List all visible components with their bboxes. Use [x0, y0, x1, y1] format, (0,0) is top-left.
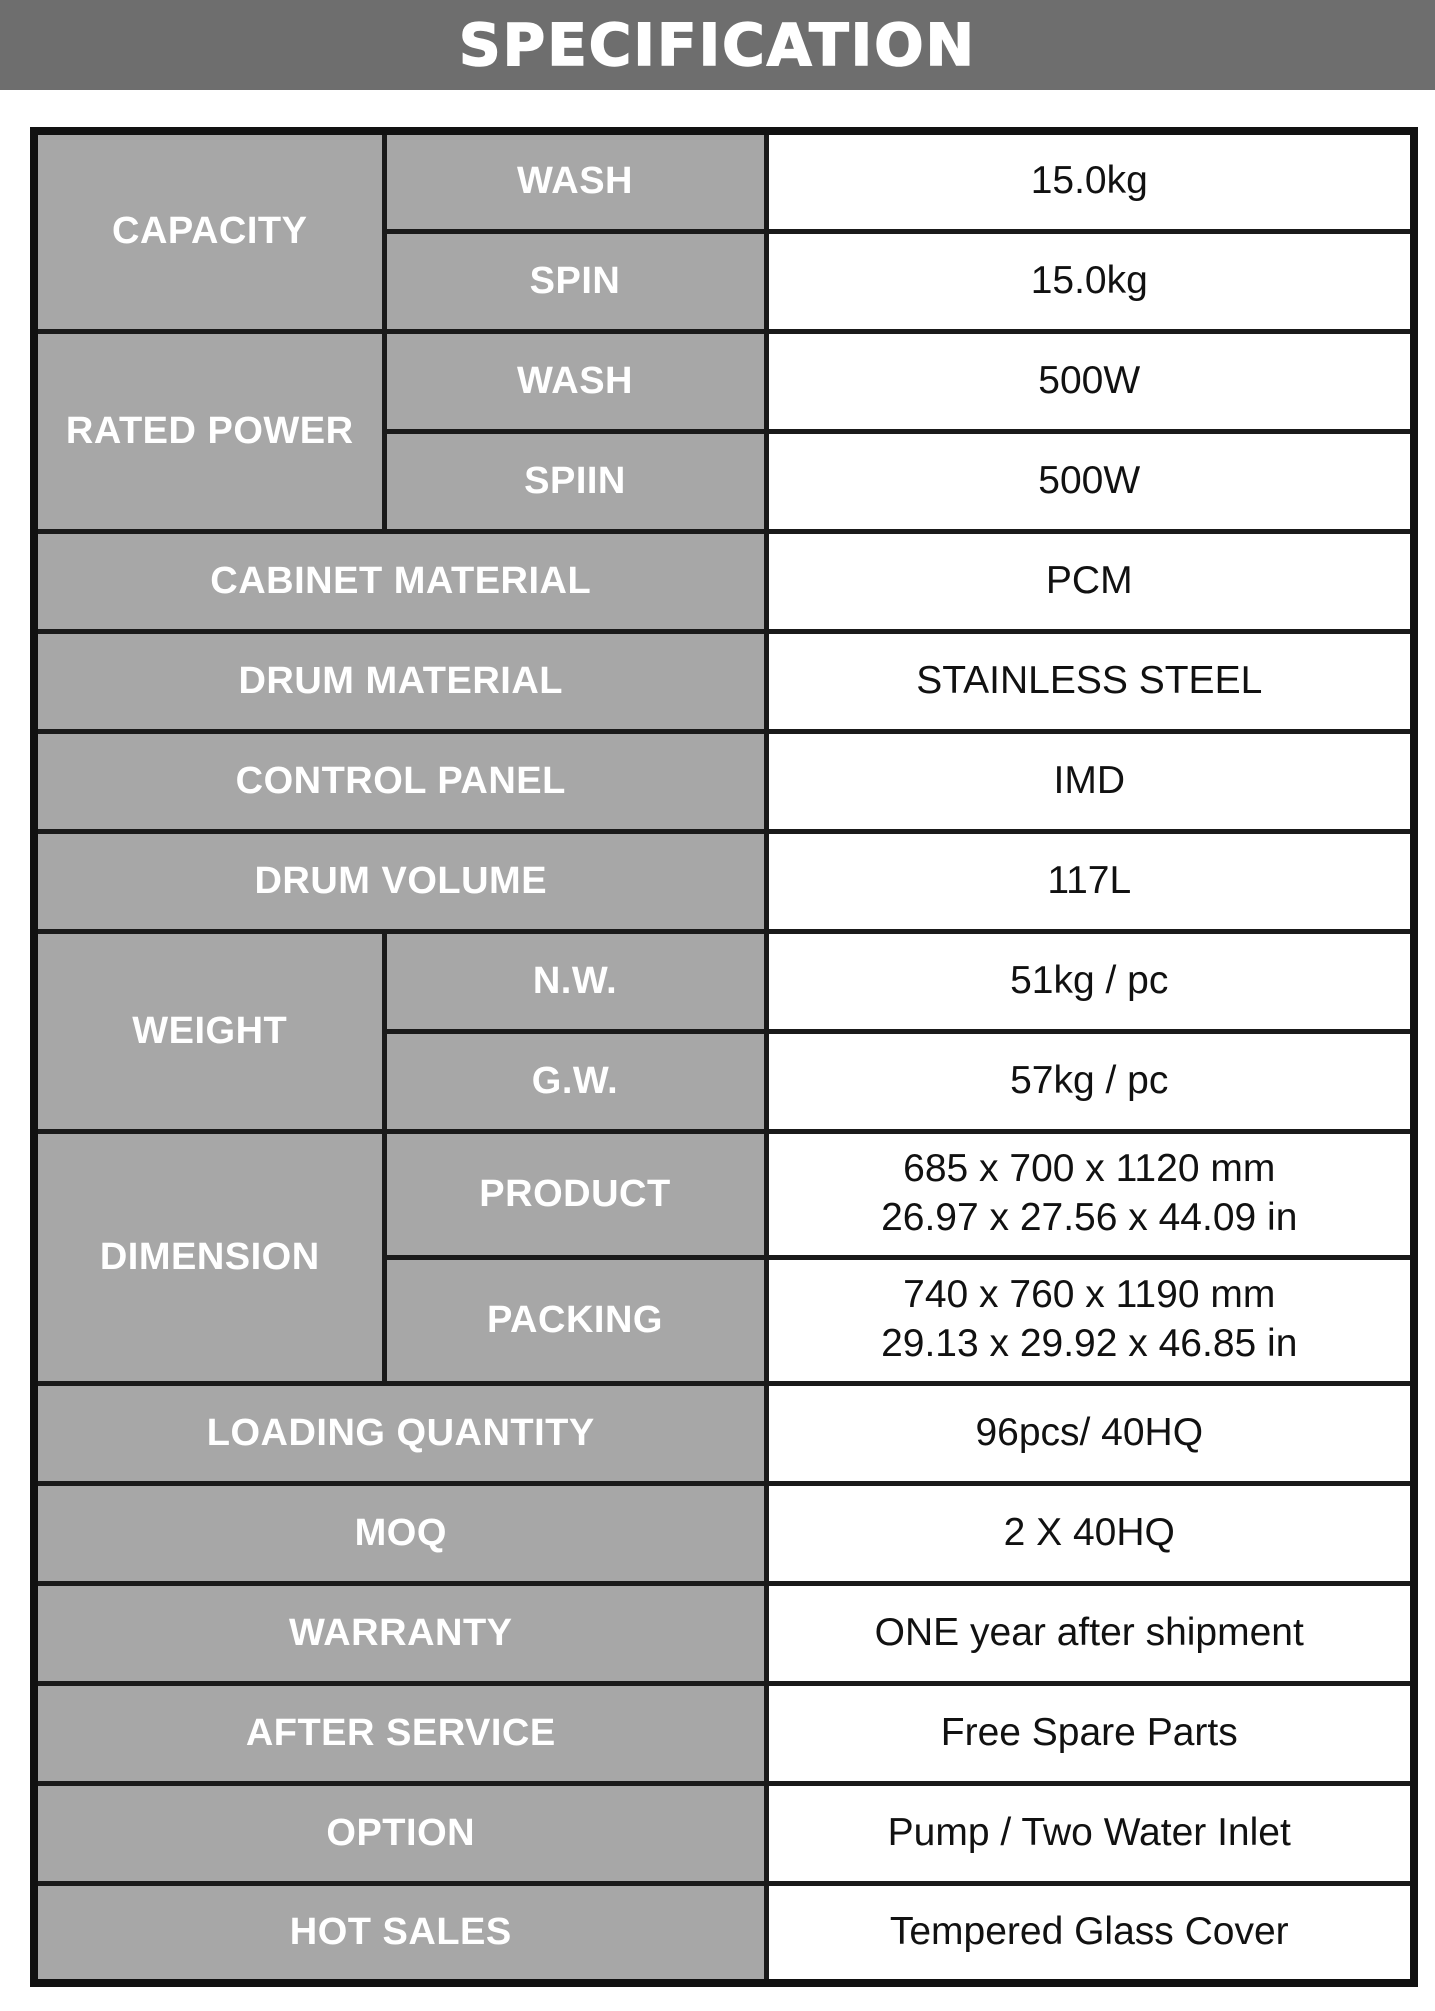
cabinet-material-label: CABINET MATERIAL — [34, 531, 766, 631]
control-panel-value: IMD — [766, 731, 1414, 831]
weight-nw-value: 51kg / pc — [766, 931, 1414, 1031]
table-row — [34, 331, 1414, 431]
after-service-value: Free Spare Parts — [766, 1683, 1414, 1783]
rated-power-wash-value: 500W — [766, 331, 1414, 431]
moq-label: MOQ — [34, 1483, 766, 1583]
header-banner — [0, 0, 1435, 90]
table-row — [34, 931, 1414, 1031]
table-row — [34, 1583, 1414, 1683]
warranty-value: ONE year after shipment — [766, 1583, 1414, 1683]
weight-nw-label: N.W. — [384, 931, 766, 1031]
table-row — [34, 1683, 1414, 1783]
table-row — [34, 1383, 1414, 1483]
loading-quantity-value: 96pcs/ 40HQ — [766, 1383, 1414, 1483]
table-row — [34, 131, 1414, 231]
dimension-packing-in: 29.13 x 29.92 x 46.85 in — [881, 1322, 1298, 1365]
weight-gw-label: G.W. — [384, 1031, 766, 1131]
weight-label: WEIGHT — [34, 931, 384, 1131]
drum-material-value: STAINLESS STEEL — [766, 631, 1414, 731]
hot-sales-label: HOT SALES — [34, 1883, 766, 1983]
warranty-label: WARRANTY — [34, 1583, 766, 1683]
table-row — [34, 1131, 1414, 1257]
drum-volume-label: DRUM VOLUME — [34, 831, 766, 931]
capacity-label: CAPACITY — [34, 131, 384, 331]
capacity-spin-label: SPIN — [384, 231, 766, 331]
cabinet-material-value: PCM — [766, 531, 1414, 631]
dimension-packing-mm: 740 x 760 x 1190 mm — [903, 1273, 1276, 1317]
dimension-packing-value — [766, 1257, 1414, 1383]
table-row — [34, 731, 1414, 831]
rated-power-spin-label: SPIIN — [384, 431, 766, 531]
weight-gw-value: 57kg / pc — [766, 1031, 1414, 1131]
table-row — [34, 631, 1414, 731]
capacity-wash-label: WASH — [384, 131, 766, 231]
table-row — [34, 1483, 1414, 1583]
table-row — [34, 1783, 1414, 1883]
dimension-product-mm: 685 x 700 x 1120 mm — [903, 1147, 1276, 1191]
control-panel-label: CONTROL PANEL — [34, 731, 766, 831]
hot-sales-value: Tempered Glass Cover — [766, 1883, 1414, 1983]
table-row — [34, 1883, 1414, 1983]
dimension-product-value — [766, 1131, 1414, 1257]
rated-power-spin-value: 500W — [766, 431, 1414, 531]
table-row — [34, 531, 1414, 631]
page-title: SPECIFICATION — [458, 11, 977, 79]
dimension-packing-label: PACKING — [384, 1257, 766, 1383]
option-label: OPTION — [34, 1783, 766, 1883]
dimension-product-label: PRODUCT — [384, 1131, 766, 1257]
dimension-product-in: 26.97 x 27.56 x 44.09 in — [881, 1196, 1298, 1239]
table-row — [34, 831, 1414, 931]
rated-power-label: RATED POWER — [34, 331, 384, 531]
specification-table — [30, 127, 1418, 1987]
moq-value: 2 X 40HQ — [766, 1483, 1414, 1583]
dimension-label: DIMENSION — [34, 1131, 384, 1383]
capacity-spin-value: 15.0kg — [766, 231, 1414, 331]
loading-quantity-label: LOADING QUANTITY — [34, 1383, 766, 1483]
option-value: Pump / Two Water Inlet — [766, 1783, 1414, 1883]
after-service-label: AFTER SERVICE — [34, 1683, 766, 1783]
capacity-wash-value: 15.0kg — [766, 131, 1414, 231]
drum-volume-value: 117L — [766, 831, 1414, 931]
drum-material-label: DRUM MATERIAL — [34, 631, 766, 731]
rated-power-wash-label: WASH — [384, 331, 766, 431]
